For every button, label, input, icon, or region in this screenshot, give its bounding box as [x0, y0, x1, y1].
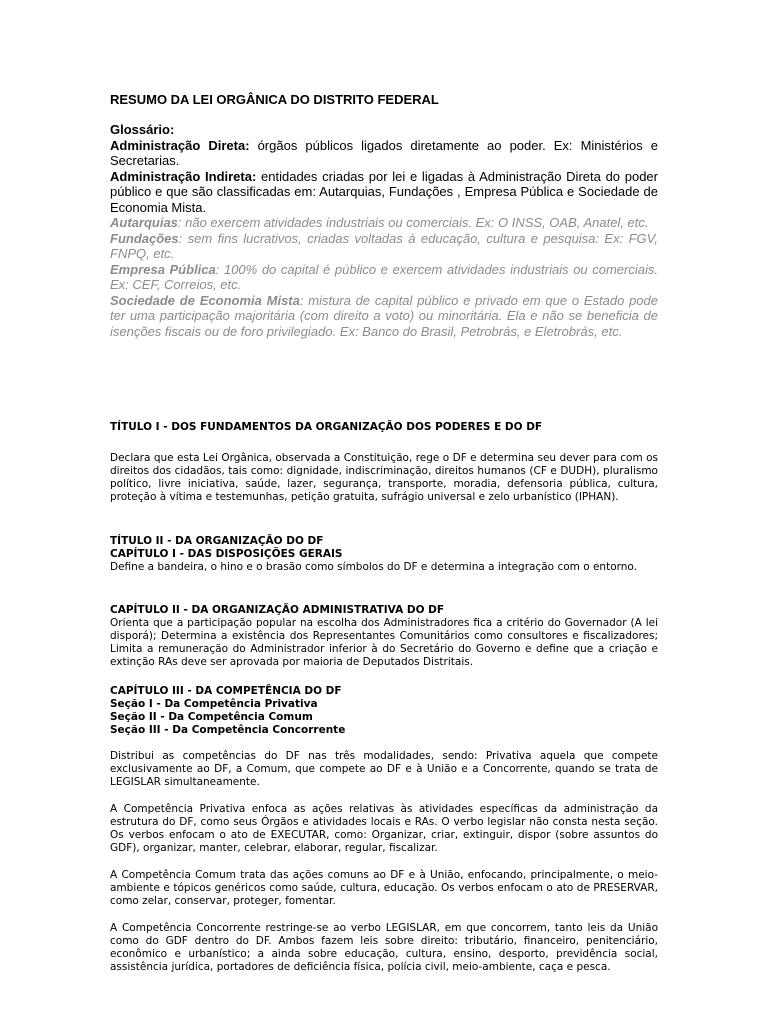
capitulo-2-text: Orienta que a participação popular na escolha dos Administradores fica a critério do Governador (A lei disporá); Determina a existência dos Representantes Comunitários como consultores e fiscalizadores; Limita a remuneração do Administrador inferior à do Secretário do Governo e define que a criação e extinção RAs deve ser aprovada por maioria de Deputados Distritais. [110, 617, 658, 668]
glossary-item-indireta [110, 169, 658, 216]
titulo-1-heading: TÍTULO I - DOS FUNDAMENTOS DA ORGANIZAÇÃO DOS PODERES E DO DF [110, 421, 543, 433]
glossary-heading: Glossário: [110, 122, 175, 137]
paragraph-distribuicao: Distribui as competências do DF nas três modalidades, sendo: Privativa aquela que compete exclusivamente ao DF, a Comum, que compete ao DF e à União e a Concorrente, quando se trata de LEGISLAR simultaneamente. [110, 750, 658, 788]
titulo-2-section [110, 535, 658, 574]
capitulo-2-section [110, 604, 658, 669]
glossary-definition: : 100% do capital é público e exercem atividades industriais ou comerciais. Ex: CEF, Correios, etc. [110, 261, 658, 292]
glossary-definition: : sem fins lucrativos, criadas voltadas à educação, cultura e pesquisa: Ex: FGV, FNPQ, etc. [110, 230, 658, 261]
capitulo-3-section [110, 685, 658, 737]
glossary-item-sociedade [110, 293, 658, 340]
paragraph-competencia-privativa: A Competência Privativa enfoca as ações relativas às atividades específicas da administração da estrutura do DF, como seus Órgãos e atividades locais e RAs. O verbo legislar não consta nesta seção. Os verbos enfocam o ato de EXECUTAR, como: Organizar, criar, extinguir, dispor (sobre assuntos do GDF), organizar, manter, celebrar, elaborar, regular, fiscalizar. [110, 803, 658, 854]
titulo-2-heading: TÍTULO II - DA ORGANIZAÇÃO DO DF [110, 535, 324, 547]
glossary-definition: : não exercem atividades industriais ou comerciais. Ex: O INSS, OAB, Anatel, etc. [177, 215, 649, 230]
glossary-term: Autarquias [110, 215, 178, 230]
secao-3-heading: Seção III - Da Competência Concorrente [110, 724, 346, 736]
glossary-item-autarquias [110, 215, 658, 231]
capitulo-1-heading: CAPÍTULO I - DAS DISPOSIÇÕES GERAIS [110, 548, 343, 560]
titulo-1-text: Declara que esta Lei Orgânica, observada a Constituição, rege o DF e determina seu dever para com os direitos dos cidadãos, tais como: dignidade, indiscriminação, direitos humanos (CF e DUDH), pluralismo político, livre iniciativa, saúde, lazer, segurança, transporte, moradia, defensoria pública, cultura, proteção à vítima e testemunhas, petição gratuita, sufrágio universal e zelo urbanístico (IPHAN). [110, 452, 658, 503]
glossary-term: Administração Indireta: [110, 168, 257, 184]
glossary-term: Administração Direta: [110, 137, 250, 153]
glossary-item-direta [110, 138, 658, 169]
capitulo-1-text: Define a bandeira, o hino e o brasão como símbolos do DF e determina a integração com o entorno. [110, 561, 637, 573]
glossary-term: Empresa Pública [110, 261, 216, 277]
glossary-definition: : mistura de capital público e privado em que o Estado pode ter uma participação majoritária (com direito a voto) ou minoritária. Ela e não se beneficia de isenções fiscais ou de foro privilegiado. Ex: Banco do Brasil, Petrobrás, e Eletrobrás, etc. [110, 292, 658, 339]
glossary-term: Fundações [110, 230, 179, 246]
capitulo-3-heading: CAPÍTULO III - DA COMPETÊNCIA DO DF [110, 685, 342, 697]
capitulo-2-heading: CAPÍTULO II - DA ORGANIZAÇÃO ADMINISTRATIVA DO DF [110, 604, 445, 616]
document-title: RESUMO DA LEI ORGÂNICA DO DISTRITO FEDERAL [110, 92, 439, 107]
secao-2-heading: Seção II - Da Competência Comum [110, 711, 313, 723]
glossary-term: Sociedade de Economia Mista [110, 292, 300, 308]
paragraph-competencia-concorrente: A Competência Concorrente restringe-se ao verbo LEGISLAR, em que concorrem, tanto leis da União como do GDF dentro do DF. Ambos fazem leis sobre direito: tributário, financeiro, penitenciário, econômico e urbanístico; a ainda sobre educação, cultura, ensino, desporto, previdência social, assistência jurídica, portadores de deficiência física, polícia civil, meio-ambiente, caça e pesca. [110, 922, 658, 973]
glossary-item-fundacoes [110, 231, 658, 262]
glossary-definition: entidades criadas por lei e ligadas à Administração Direta do poder público e que são classificadas em: Autarquias, Fundações , Empresa Pública e Sociedade de Economia Mista. [110, 168, 658, 215]
glossary-definition: órgãos públicos ligados diretamente ao poder. Ex: Ministérios e Secretarias. [110, 137, 658, 168]
secao-1-heading: Seção I - Da Competência Privativa [110, 698, 318, 710]
glossary-item-empresa [110, 262, 658, 293]
paragraph-competencia-comum: A Competência Comum trata das ações comuns ao DF e à União, enfocando, principalmente, o meio-ambiente e tópicos genéricos como saúde, cultura, educação. Os verbos enfocam o ato de PRESERVAR, como zelar, conservar, proteger, fomentar. [110, 869, 658, 907]
glossary-section [110, 122, 658, 339]
